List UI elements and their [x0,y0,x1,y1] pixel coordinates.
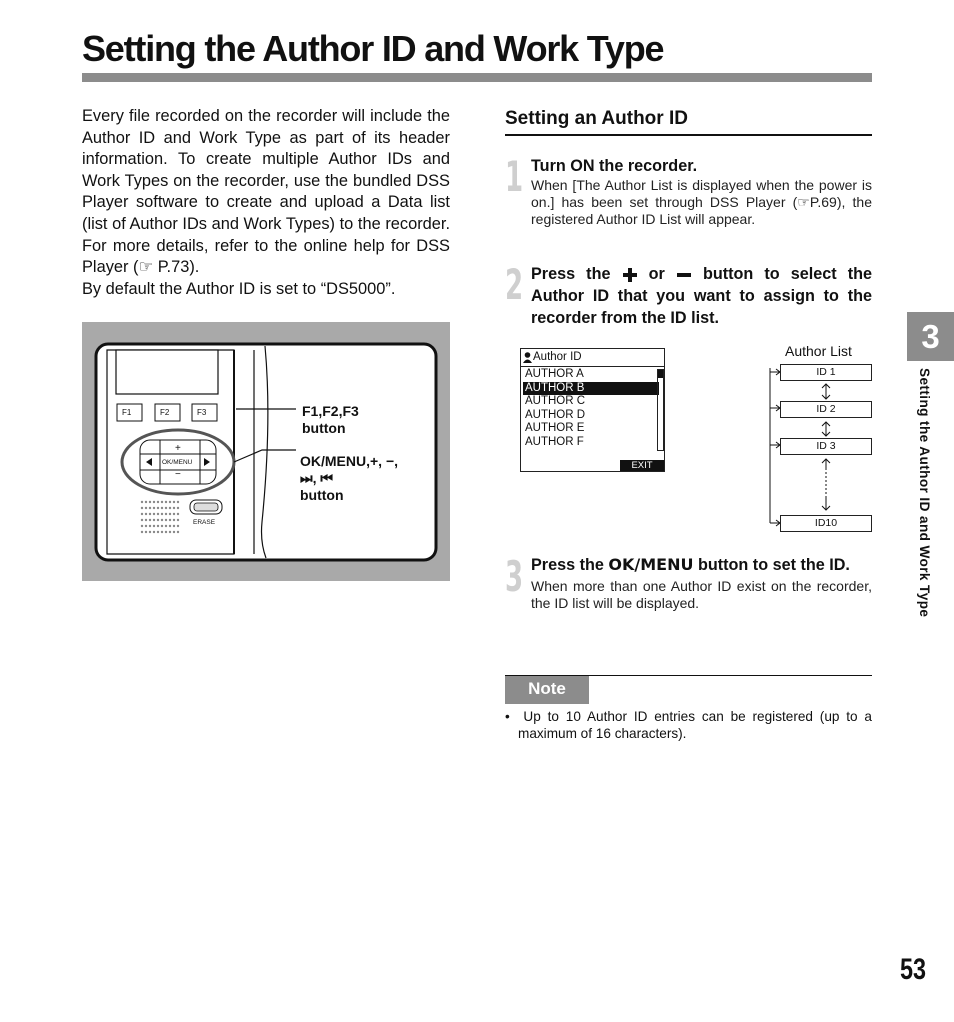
lcd-author-id-screen [520,348,665,472]
device-illustration [82,322,450,581]
chapter-tab: 3 [907,312,954,361]
note-label: Note [505,676,589,704]
section-heading: Setting an Author ID [505,108,688,129]
step-2-number: 2 [505,260,524,309]
step-3-head: Press the OK/MENU button to set the ID. [531,555,850,574]
lcd-list-item: AUTHOR F [525,436,584,448]
f2-label: F2 [160,408,170,417]
author-list-id-10: ID10 [780,515,872,532]
callout-ok-menu-buttons: OK/MENU,+, −, ⏭, ⏮ button [300,453,399,503]
erase-label: ERASE [193,519,216,526]
ok-menu-button-label: OK/MENU [608,555,694,574]
plus-icon: + [175,443,181,454]
minus-icon [676,267,692,283]
page-title: Setting the Author ID and Work Type [82,28,664,69]
note-item: • Up to 10 Author ID entries can be registered (up to a maximum of 16 characters). [505,709,872,741]
page-number: 53 [900,953,927,986]
plus-icon [622,267,638,283]
lcd-exit-label: EXIT [620,460,664,471]
ok-menu-label: OK/MENU [162,459,193,466]
minus-icon: − [175,469,181,480]
title-rule [82,73,872,82]
device-figure [82,322,450,581]
step-1-body: When [The Author List is displayed when the power is on.] has been set through DSS Player (☞P.69), the registered Author ID List will appear. [531,177,872,227]
lcd-list-item: AUTHOR B [523,382,659,395]
intro-paragraph: Every file recorded on the recorder will include the Author ID and Work Type as part of its header information. To create multiple Author IDs and Work Types on the recorder, use the bundled DSS Player software to create and upload a Data list (list of Author IDs and Work Types) to the recorder. For more details, refer to the online help for DSS Player (☞ P.73). [82,107,450,277]
f3-label: F3 [197,408,207,417]
author-list-label: Author List [785,343,852,359]
lcd-header: Author ID [521,349,664,367]
lcd-list-item: AUTHOR C [525,395,586,408]
intro-default-note: By default the Author ID is set to “DS5000”. [82,279,396,298]
intro-text [82,106,450,300]
lcd-list-item: AUTHOR E [525,422,585,435]
lcd-scroll-thumb [658,370,663,378]
person-icon [523,352,532,363]
callout-function-buttons: F1,F2,F3 button [302,403,359,436]
note-list [505,708,872,742]
lcd-scrollbar [657,369,664,451]
author-list-id-1: ID 1 [780,364,872,381]
lcd-list-item: AUTHOR D [525,408,586,421]
lcd-list-item: AUTHOR A [525,368,584,380]
author-list-id-3: ID 3 [780,438,872,455]
step-2-head: Press the or button to select the Author ID that you want to assign to the recorder from the ID list. [531,265,872,327]
author-list-id-2: ID 2 [780,401,872,418]
step-3 [531,554,872,612]
step-1-number: 1 [505,152,524,201]
step-1-head: Turn ON the recorder. [531,157,698,175]
step-3-body: When more than one Author ID exist on the recorder, the ID list will be displayed. [531,578,872,611]
step-2 [531,263,872,329]
f1-label: F1 [122,408,132,417]
side-chapter-label: Setting the Author ID and Work Type [917,368,932,618]
section-rule [505,134,872,136]
step-1 [531,155,872,228]
step-3-number: 3 [505,552,524,601]
